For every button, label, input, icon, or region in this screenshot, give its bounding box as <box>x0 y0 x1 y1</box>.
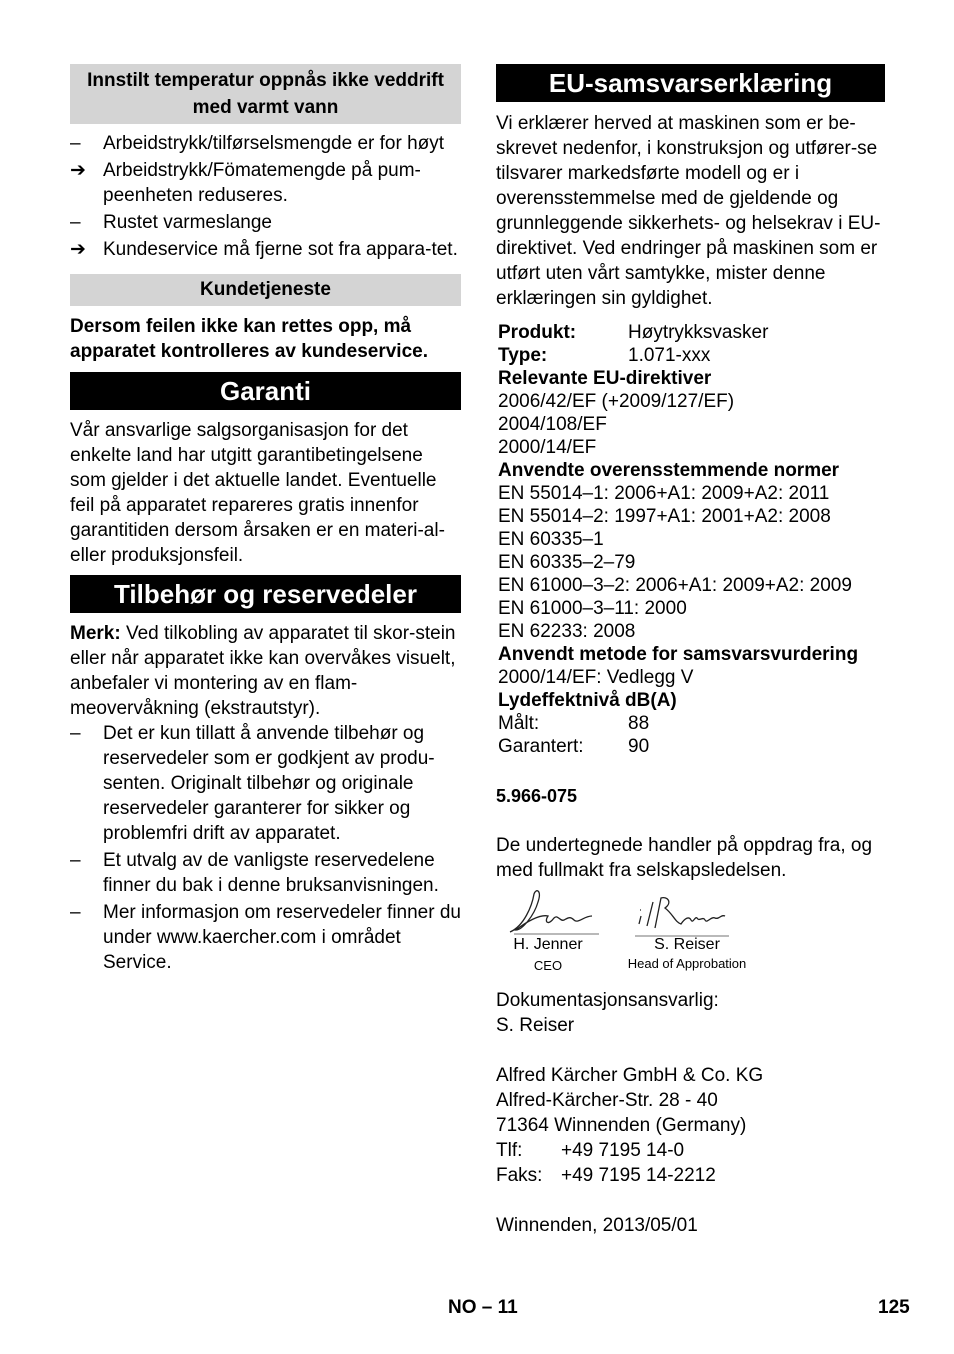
dash-marker: – <box>70 723 81 744</box>
right-column <box>496 64 885 883</box>
product-row: Produkt: Høytrykksvasker <box>498 322 769 343</box>
method-heading: Anvendt metode for samsvarsvurdering <box>498 644 859 665</box>
eu-intro: Vi erklærer herved at maskinen som er be-skrevet nedenfor, i konstruksjon og utfører-se tilsvarer markedsførte modell og er i overensstemmelse med de gjeldende og grunnleggende sikkerhets- og helsekrav i EU-direktivet. Ved endringer på maskinen som er utført uten vårt samtykke, mister denne erklæringen sin gyldighet. <box>496 113 881 309</box>
list-item: ➔ Kundeservice må fjerne sot fra appara-tet. <box>70 239 458 260</box>
signatory-reiser <box>612 936 762 972</box>
dash-marker: – <box>70 133 81 154</box>
method-value: 2000/14/EF: Vedlegg V <box>498 667 694 688</box>
signature-jenner <box>504 886 604 940</box>
list-item: – Arbeidstrykk/tilførselsmengde er for høyt <box>70 133 445 154</box>
phone-row: Tlf: +49 7195 14-0 <box>496 1140 685 1161</box>
doc-number: 5.966-075 <box>496 786 578 806</box>
service-text: Dersom feilen ikke kan rettes opp, må apparatet kontrolleres av kundeservice. <box>70 316 428 362</box>
fax-row: Faks: +49 7195 14-2212 <box>496 1165 716 1186</box>
doc-resp-name: S. Reiser <box>496 1015 575 1036</box>
note-text: Ved tilkobling av apparatet til skor-stein eller når apparatet ikke kan overvåkes visuelt, anbefaler vi montering av en flam-meovervåkning (ekstrautstyr). <box>70 623 456 719</box>
note-label: Merk: <box>70 623 121 644</box>
list-item: – Et utvalg av de vanligste reservedelene finner du bak i denne bruksanvisningen. <box>70 850 439 896</box>
norm-item: EN 62233: 2008 <box>498 621 636 642</box>
signing-text: De undertegnede handler på oppdrag fra, og med fullmakt fra selskapsledelsen. <box>496 835 873 881</box>
directive-item: 2004/108/EF <box>498 414 607 435</box>
footer-section: NO – 11 <box>448 1297 518 1318</box>
norm-item: EN 55014–2: 1997+A1: 2001+A2: 2008 <box>498 506 831 527</box>
arrow-icon: ➔ <box>70 239 86 260</box>
norm-item: EN 61000–3–2: 2006+A1: 2009+A2: 2009 <box>498 575 852 596</box>
norm-item: EN 60335–1 <box>498 529 604 550</box>
dash-marker: – <box>70 902 81 923</box>
measured-row: Målt: 88 <box>498 713 650 734</box>
norm-item: EN 60335–2–79 <box>498 552 636 573</box>
warranty-text: Vår ansvarlige salgsorganisasjon for det enkelte land har utgitt garantibetingelsene som gjelder i det aktuelle landet. Eventuelle feil på apparatet repareres gratis innenfor garantitiden dersom årsaken er en materi-al- eller produksjonsfeil. <box>70 420 445 566</box>
contact-block <box>496 988 885 1238</box>
dash-marker: – <box>70 850 81 871</box>
signatory-jenner <box>500 936 596 974</box>
warranty-heading: Garanti <box>70 372 461 410</box>
directive-item: 2006/42/EF (+2009/127/EF) <box>498 391 735 412</box>
company-street: Alfred-Kärcher-Str. 28 - 40 <box>496 1090 718 1111</box>
eu-heading: EU-samsvarserklæring <box>496 64 885 102</box>
company-city: 71364 Winnenden (Germany) <box>496 1115 747 1136</box>
norm-item: EN 61000–3–11: 2000 <box>498 598 687 619</box>
signature-reiser <box>633 888 733 940</box>
signatory-title: Head of Approbation <box>627 956 747 971</box>
list-item: ➔ Arbeidstrykk/Fömatemengde på pum-peenheten reduseres. <box>70 160 421 206</box>
accessories-heading: Tilbehør og reservedeler <box>70 575 461 613</box>
trouble-heading: Innstilt temperatur oppnås ikke veddrift med varmt vann <box>70 64 461 124</box>
sound-heading: Lydeffektnivå dB(A) <box>498 690 677 711</box>
norm-item: EN 55014–1: 2006+A1: 2009+A2: 2011 <box>498 483 830 504</box>
service-heading: Kundetjeneste <box>70 274 461 306</box>
place-date: Winnenden, 2013/05/01 <box>496 1215 698 1236</box>
left-column <box>70 64 461 975</box>
list-item: – Rustet varmeslange <box>70 212 272 233</box>
directives-heading: Relevante EU-direktiver <box>498 368 712 389</box>
doc-resp-label: Dokumentasjonsansvarlig: <box>496 990 719 1011</box>
directive-item: 2000/14/EF <box>498 437 597 458</box>
note-paragraph <box>70 621 461 721</box>
page-number: 125 <box>878 1297 910 1318</box>
list-item: – Det er kun tillatt å anvende tilbehør og reservedeler som er godkjent av produ-senten. Originalt tilbehør og originale reservedeler garanterer for sikker og problemfri drift av apparatet. <box>70 723 435 844</box>
arrow-icon: ➔ <box>70 160 86 181</box>
type-row: Type: 1.071-xxx <box>498 345 711 366</box>
list-item: – Mer informasjon om reservedeler finner du under www.kaercher.com i området Service. <box>70 902 461 973</box>
signatory-name: S. Reiser <box>654 936 720 953</box>
dash-marker: – <box>70 212 81 233</box>
guaranteed-row: Garantert: 90 <box>498 736 650 757</box>
company-name: Alfred Kärcher GmbH & Co. KG <box>496 1065 764 1086</box>
norms-heading: Anvendte overensstemmende normer <box>498 460 840 481</box>
signatory-name: H. Jenner <box>513 936 583 953</box>
signatory-title: CEO <box>533 958 563 973</box>
